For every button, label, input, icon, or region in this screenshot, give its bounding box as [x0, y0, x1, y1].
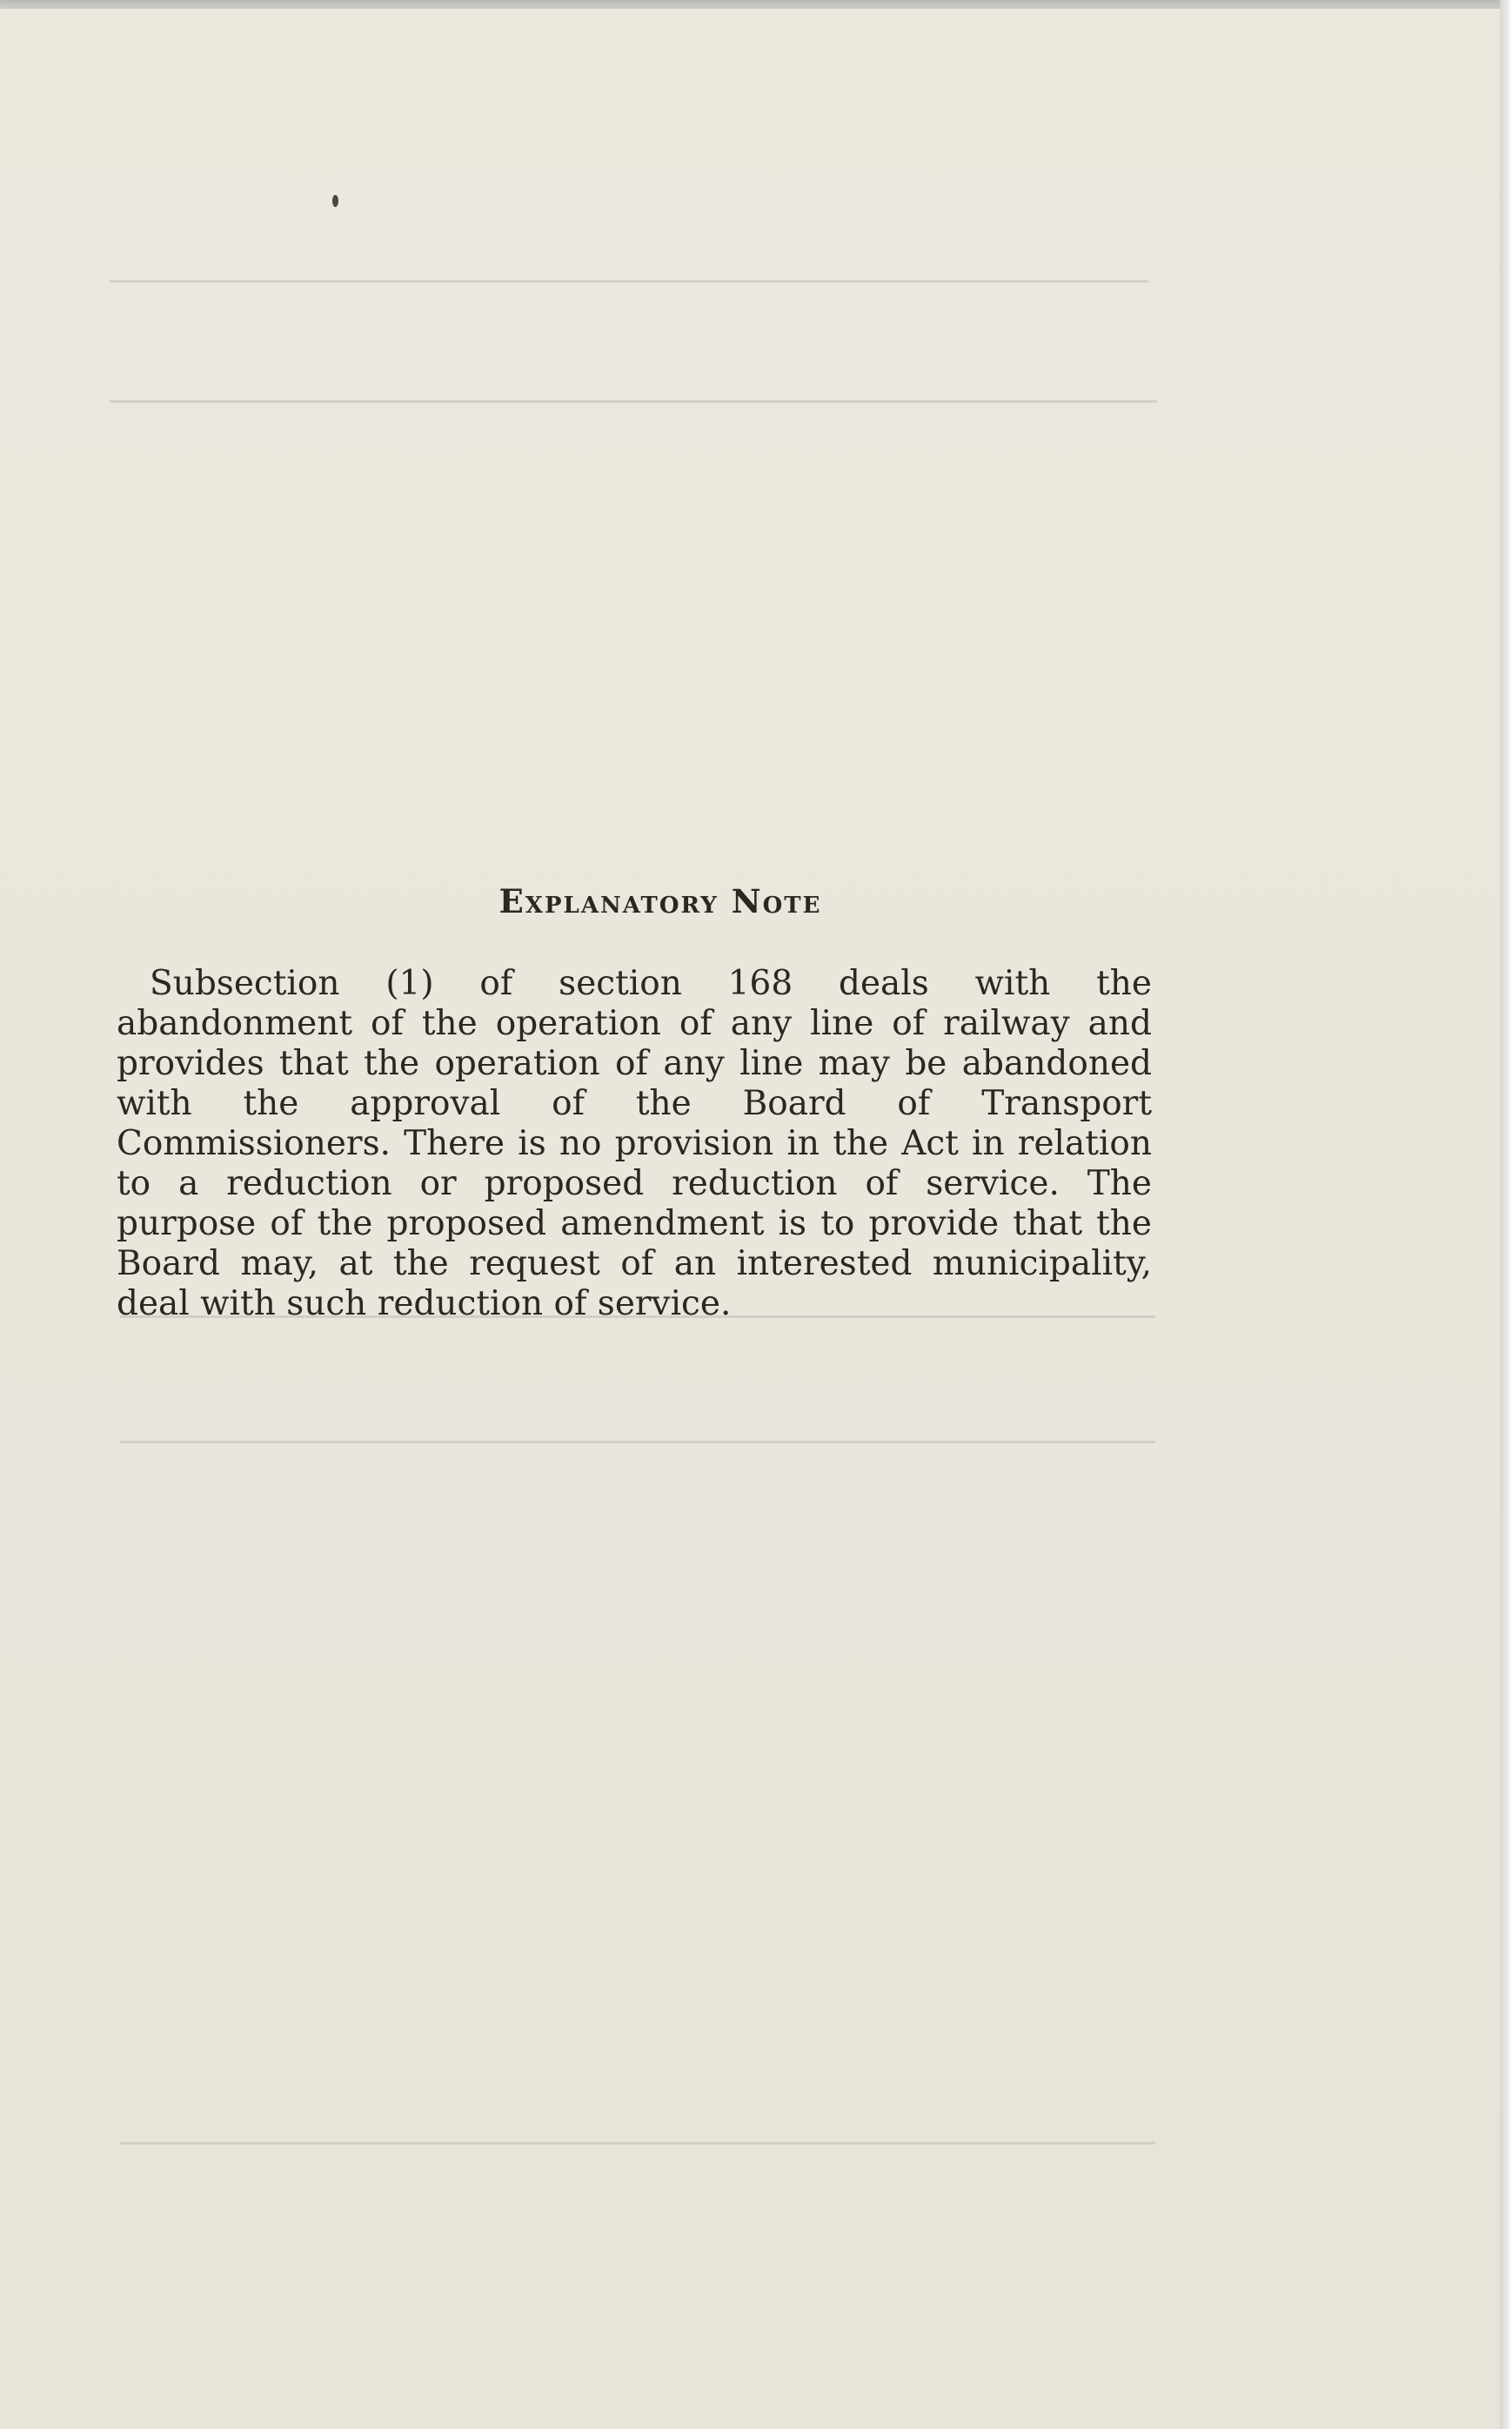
page-right-edge [1500, 0, 1512, 2429]
ink-speck [332, 195, 338, 207]
explanatory-note [117, 882, 1152, 1324]
explanatory-note-paragraph: Subsection (1) of section 168 deals with the abandonment of the operation of any line of railway and provides that the operation of any line may be abandoned with the approval of the Board of Transport Commissioners. There is no provision in the Act in relation to a reduction or proposed reduction of service. The purpose of the proposed amendment is to provide that the Board may, at the request of an interested municipality, deal with such reduction of service. [117, 964, 1152, 1323]
explanatory-note-heading: Explanatory Note [498, 882, 822, 920]
ghost-rule [110, 400, 1157, 403]
document-page [0, 9, 1501, 2429]
ghost-rule [110, 280, 1148, 283]
ghost-rule [120, 2142, 1155, 2145]
ghost-rule [120, 1441, 1155, 1443]
